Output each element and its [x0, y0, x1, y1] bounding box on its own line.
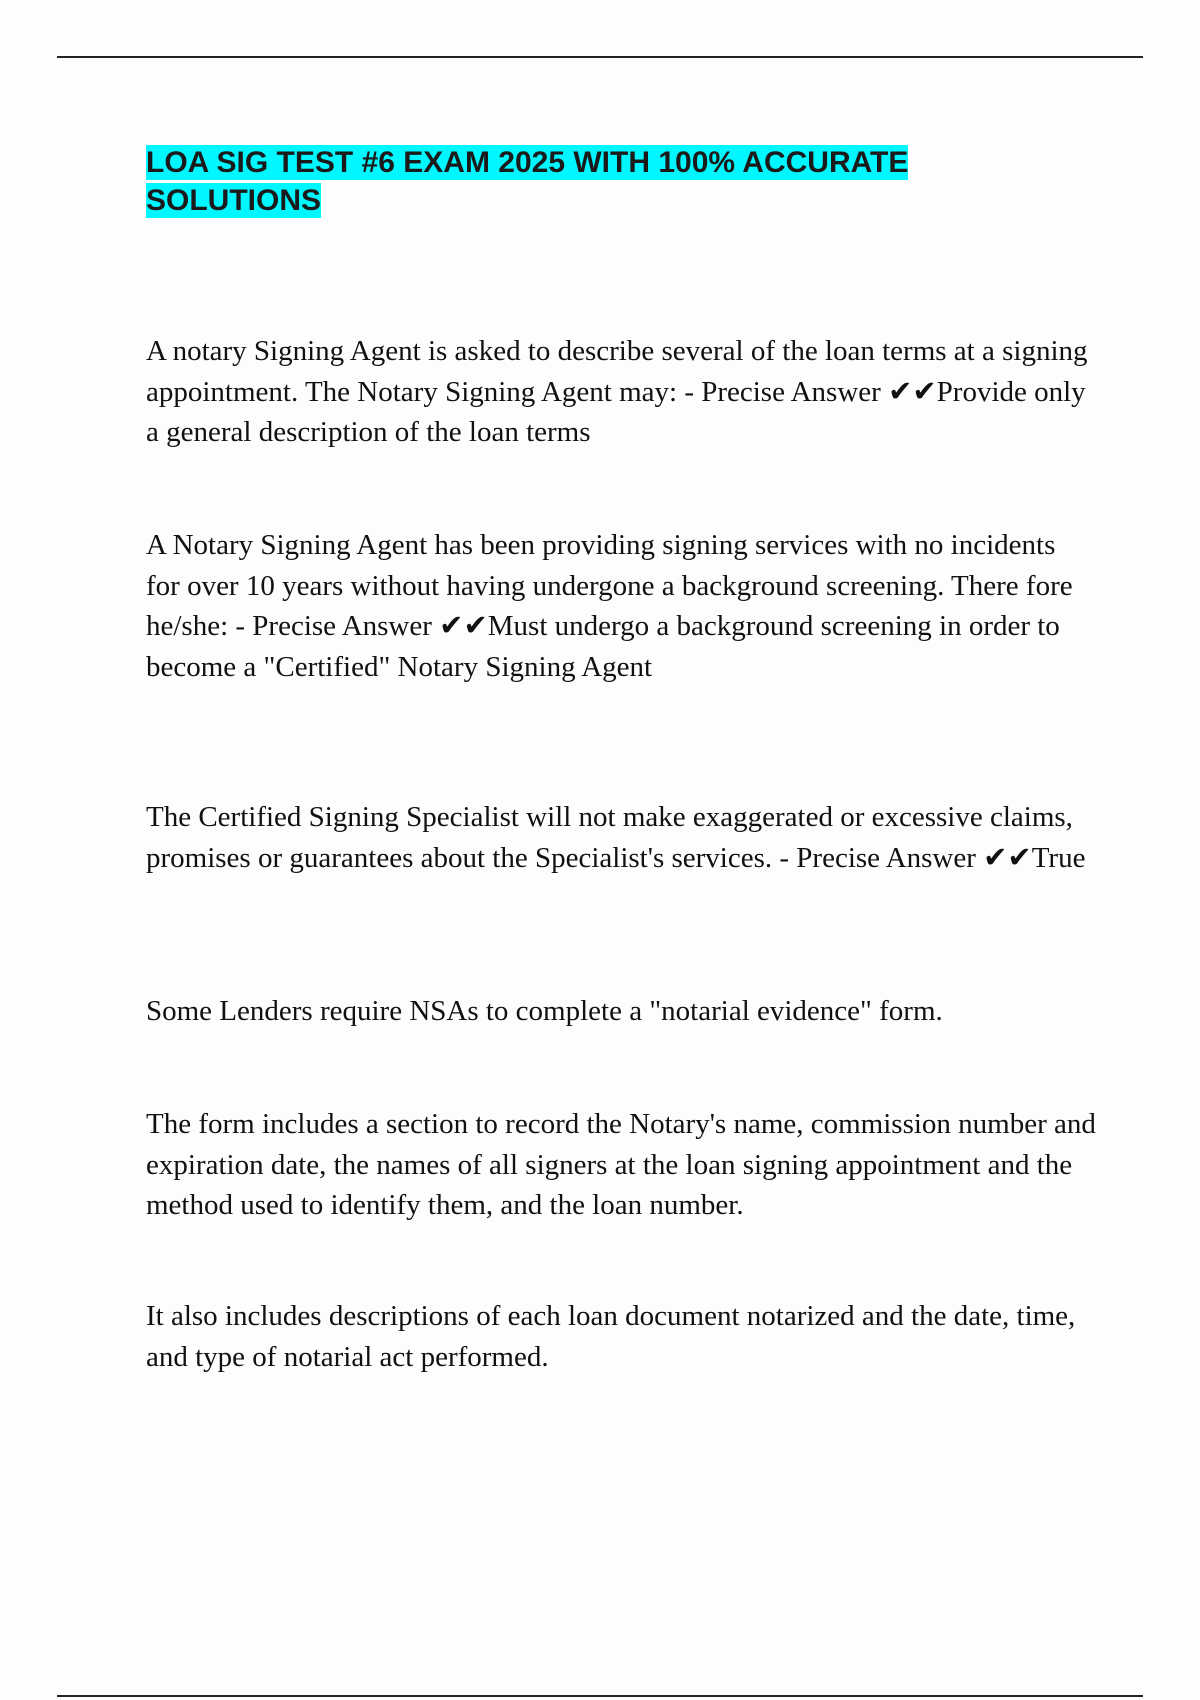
- paragraph-1: A notary Signing Agent is asked to describe several of the loan terms at a signing appointment. The Notary Signing Agent may: - Precise Answer ✔✔Provide only a general description of the loan terms: [146, 335, 1088, 448]
- top-rule: [57, 56, 1143, 58]
- bottom-rule: [57, 1695, 1143, 1697]
- page-title: [146, 144, 1006, 220]
- title-highlight: LOA SIG TEST #6 EXAM 2025 WITH 100% ACCURATE SOLUTIONS: [146, 146, 909, 217]
- paragraph-6: It also includes descriptions of each loan document notarized and the date, time, and type of notarial act performed.: [146, 1300, 1076, 1373]
- paragraph-5: The form includes a section to record the Notary's name, commission number and expiration date, the names of all signers at the loan signing appointment and the method used to identify them, and the loan number.: [146, 1108, 1096, 1221]
- paragraph-2: A Notary Signing Agent has been providing signing services with no incidents for over 10 years without having undergone a background screening. There fore he/she: - Precise Answer ✔✔Must undergo a background screening in order to become a "Certified" Notary Signing Agent: [146, 529, 1073, 683]
- paragraph-3: The Certified Signing Specialist will not make exaggerated or excessive claims, promises or guarantees about the Specialist's services. - Precise Answer ✔✔True: [146, 801, 1086, 874]
- paragraph-4: Some Lenders require NSAs to complete a "notarial evidence" form.: [146, 995, 943, 1027]
